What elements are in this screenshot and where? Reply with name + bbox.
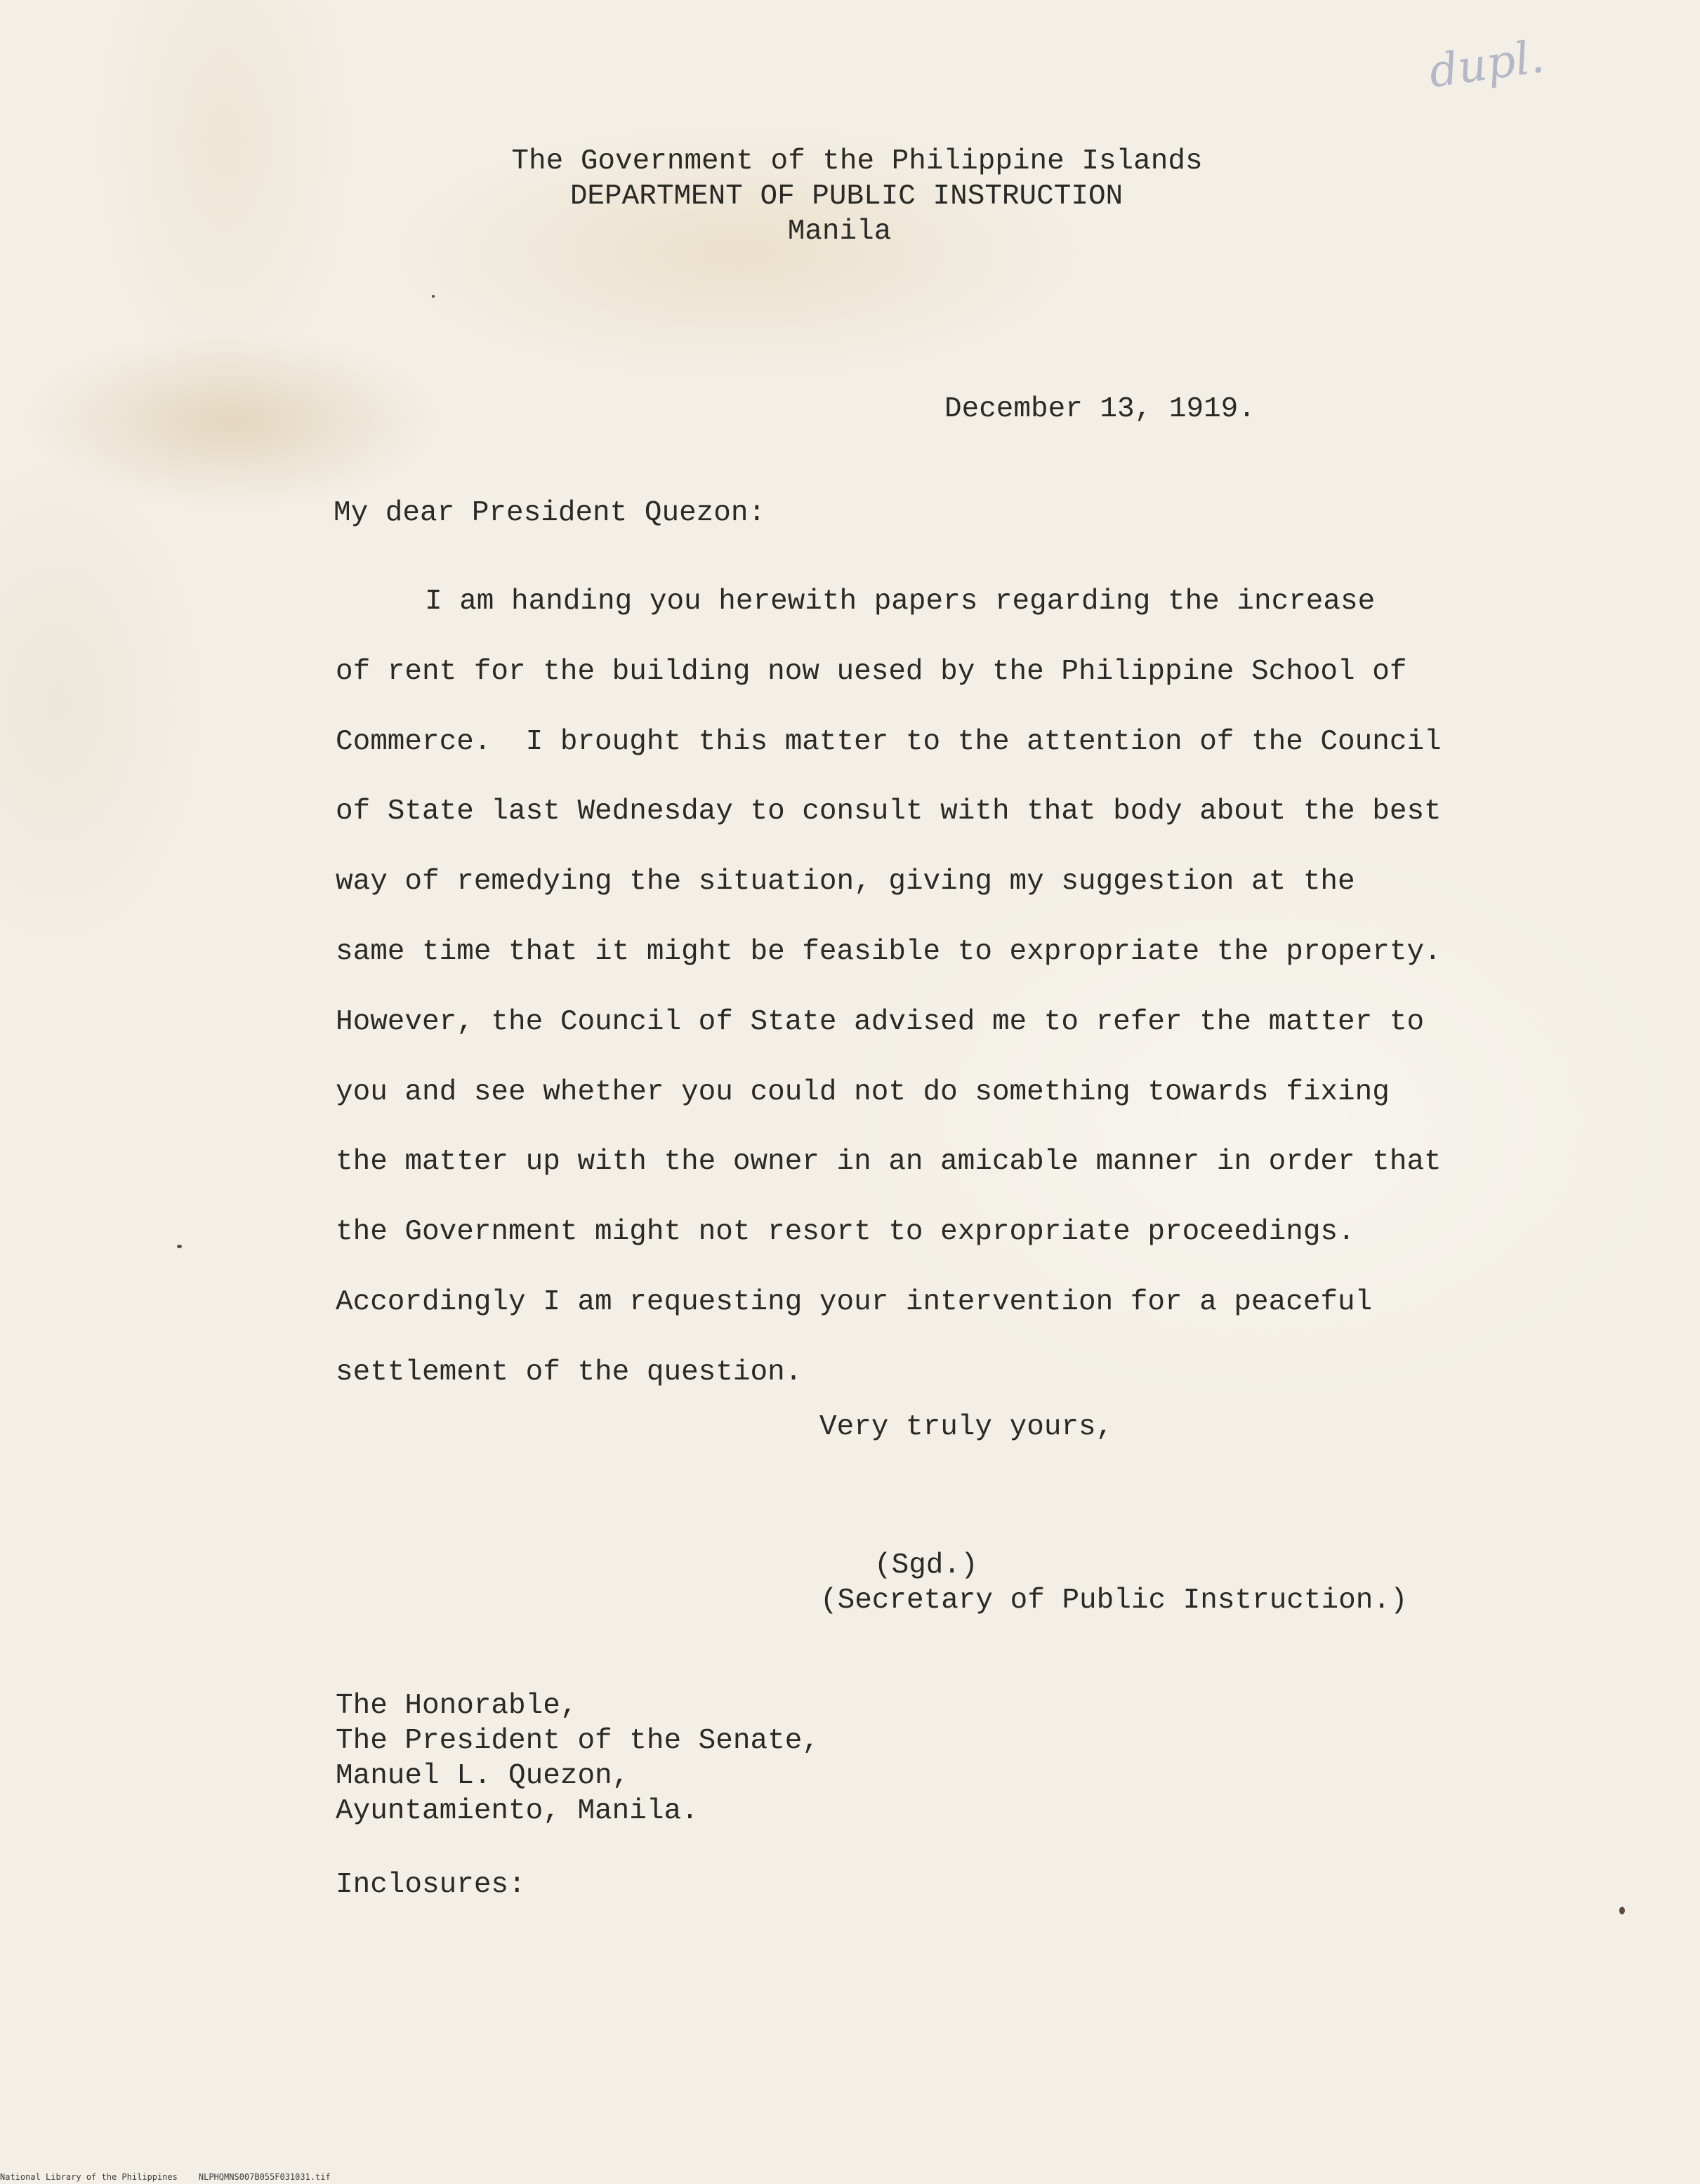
address-line: The Honorable,	[336, 1690, 578, 1722]
address-line: Manuel L. Quezon,	[336, 1760, 630, 1792]
recipient-address	[336, 1688, 819, 1829]
footer-file: NLPHQMNS007B055F031031.tif	[198, 2172, 331, 2182]
body-line: Accordingly I am requesting your intervention for a peaceful	[336, 1285, 1373, 1318]
body-line: I am handing you herewith papers regarding the increase	[425, 585, 1376, 618]
paper-speck	[1619, 1907, 1625, 1914]
salutation: My dear President Quezon:	[334, 497, 766, 529]
body-line: Commerce. I brought this matter to the attention of the Council	[336, 725, 1442, 758]
signature-block	[820, 1548, 1408, 1618]
body-line: of rent for the building now uesed by the Philippine School of	[336, 655, 1407, 688]
letter-body	[336, 567, 1515, 1408]
letterhead-government: The Government of the Philippine Islands	[511, 145, 1203, 178]
letterhead	[0, 144, 1700, 249]
enclosures-label: Inclosures:	[336, 1869, 526, 1901]
body-line: the Government might not resort to expropriate proceedings.	[336, 1216, 1355, 1249]
address-line: The President of the Senate,	[336, 1725, 819, 1757]
scan-footer	[0, 2172, 352, 2182]
body-line: same time that it might be feasible to expropriate the property.	[336, 935, 1442, 968]
letterhead-department: DEPARTMENT OF PUBLIC INSTRUCTION	[569, 180, 1124, 213]
signature-title: (Secretary of Public Instruction.)	[820, 1584, 1408, 1617]
footer-source: National Library of the Philippines	[0, 2172, 178, 2182]
body-line: way of remedying the situation, giving my suggestion at the	[336, 866, 1355, 899]
paper-speck	[177, 1245, 182, 1248]
letterhead-city: Manila	[787, 216, 892, 248]
closing: Very truly yours,	[819, 1411, 1114, 1443]
letter-date: December 13, 1919.	[944, 393, 1256, 425]
body-line: settlement of the question.	[336, 1356, 803, 1389]
handwritten-annotation: dupl.	[1425, 30, 1548, 99]
signature-sgd: (Sgd.)	[874, 1549, 978, 1582]
body-line: of State last Wednesday to consult with that body about the best	[336, 795, 1442, 828]
paper-speck	[432, 295, 435, 298]
body-line: However, the Council of State advised me to refer the matter to	[336, 1005, 1425, 1038]
address-line: Ayuntamiento, Manila.	[336, 1795, 699, 1827]
body-line: you and see whether you could not do something towards fixing	[336, 1076, 1390, 1108]
body-line: the matter up with the owner in an amicable manner in order that	[336, 1146, 1442, 1179]
